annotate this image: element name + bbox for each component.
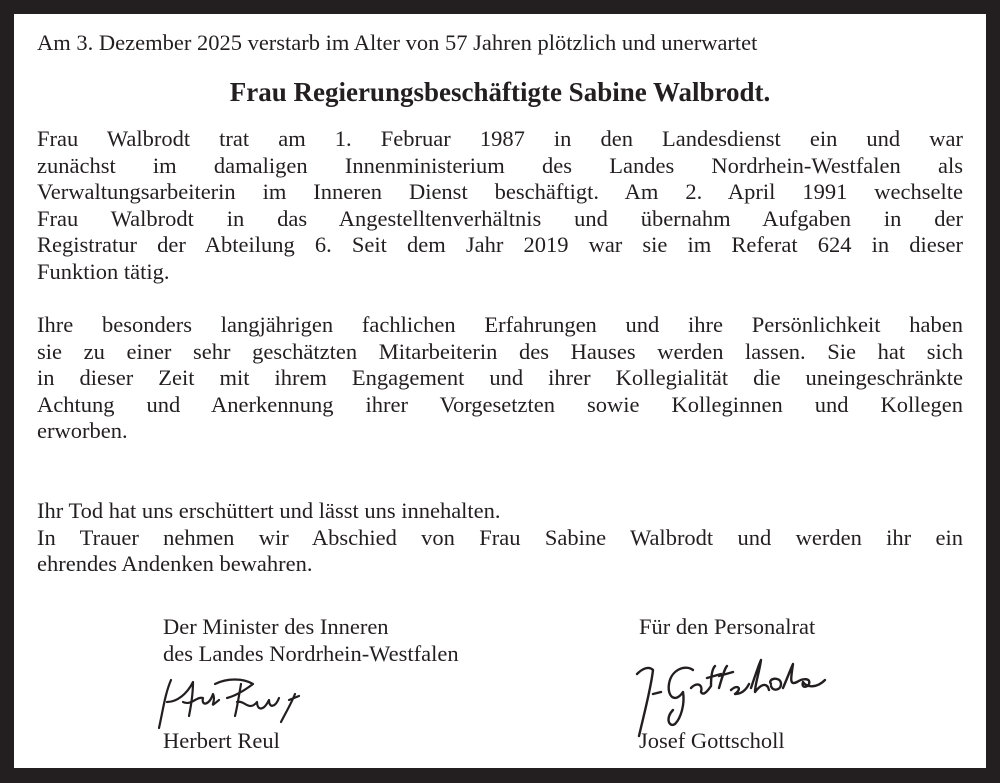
text-line: Funktion tätig. <box>37 258 170 284</box>
signature-gottscholl-icon <box>631 644 831 739</box>
signature-reul-icon <box>157 672 317 732</box>
text-line: Achtung und Anerkennung ihrer Vorgesetzten sowie Kolleginnen und Kollegen <box>37 391 963 417</box>
text-line: Frau Walbrodt trat am 1. Februar 1987 in den Landesdienst ein und war <box>37 126 963 151</box>
signatory-role: Für den Personalrat <box>639 614 816 639</box>
text-line: in dieser Zeit mit ihrem Engagement und ihrer Kollegialität die uneingeschränkte <box>37 365 963 391</box>
paragraph-appreciation <box>37 312 963 445</box>
signatory-role: des Landes Nordrhein-Westfalen <box>163 640 459 666</box>
text-line: Verwaltungsarbeiterin im Inneren Dienst beschäftigt. Am 2. April 1991 wechselte <box>37 179 963 205</box>
text-line: In Trauer nehmen wir Abschied von Frau Sabine Walbrodt und werden ihr ein <box>37 524 963 550</box>
text-line: erworben. <box>37 418 128 444</box>
text-line: Frau Walbrodt in das Angestelltenverhältnis und übernahm Aufgaben in der <box>37 205 963 231</box>
signatory-personalrat <box>639 614 816 753</box>
signatory-name: Herbert Reul <box>163 728 280 753</box>
text-line: Registratur der Abteilung 6. Seit dem Jahr 2019 war sie im Referat 624 in dieser <box>37 232 963 258</box>
paragraph-mourning <box>37 498 963 578</box>
text-line: Ihre besonders langjährigen fachlichen Erfahrungen und ihre Persönlichkeit haben <box>37 312 963 337</box>
signatory-minister <box>163 614 459 753</box>
intro-line: Am 3. Dezember 2025 verstarb im Alter von 57 Jahren plötzlich und unerwartet <box>37 30 758 55</box>
signatory-role: Der Minister des Inneren <box>163 614 389 639</box>
deceased-name-title: Frau Regierungsbeschäftigte Sabine Walbrodt. <box>229 77 771 107</box>
text-line: Ihr Tod hat uns erschüttert und lässt uns innehalten. <box>37 498 501 523</box>
obituary-notice <box>14 14 986 768</box>
paragraph-career <box>37 126 963 286</box>
text-line: zunächst im damaligen Innenministerium des Landes Nordrhein-Westfalen als <box>37 152 963 178</box>
text-line: sie zu einer sehr geschätzten Mitarbeiterin des Hauses werden lassen. Sie hat sich <box>37 338 963 364</box>
signatory-name: Josef Gottscholl <box>639 728 785 753</box>
text-line: ehrendes Andenken bewahren. <box>37 551 313 577</box>
